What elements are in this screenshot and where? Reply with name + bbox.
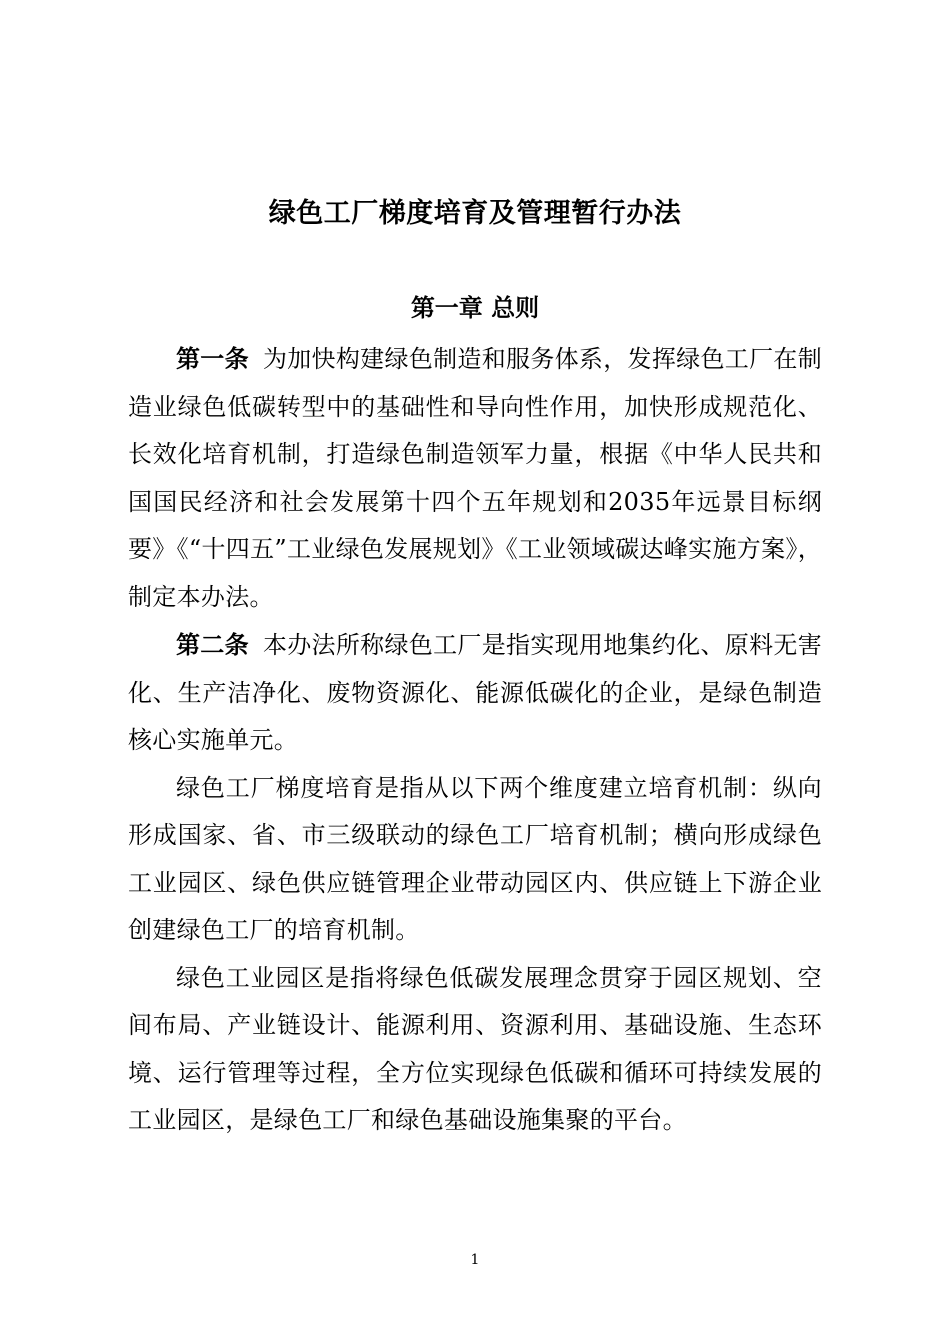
- page-number: 1: [470, 1252, 480, 1268]
- green-park-text: 绿色工业园区是指将绿色低碳发展理念贯穿于园区规划、空间布局、产业链设计、能源利用、资源利用、基础设施、生态环境、运行管理等过程，全方位实现绿色低碳和循环可持续发展的工业园区，是绿色工厂和绿色基础设施集聚的平台。: [128, 963, 822, 1134]
- article-2-paragraph: [128, 621, 822, 765]
- gradient-cultivation-text: 绿色工厂梯度培育是指从以下两个维度建立培育机制：纵向形成国家、省、市三级联动的绿色工厂培育机制；横向形成绿色工业园区、绿色供应链管理企业带动园区内、供应链上下游企业创建绿色工厂的培育机制。: [128, 773, 822, 944]
- gradient-cultivation-paragraph: [128, 765, 822, 955]
- article-1-text: 为加快构建绿色制造和服务体系，发挥绿色工厂在制造业绿色低碳转型中的基础性和导向性作用，加快形成规范化、长效化培育机制，打造绿色制造领军力量，根据《中华人民共和国国民经济和社会发展第十四个五年规划和2035年远景目标纲要》《“十四五”工业绿色发展规划》《工业领域碳达峰实施方案》，制定本办法。: [128, 345, 823, 611]
- article-2-text: 本办法所称绿色工厂是指实现用地集约化、原料无害化、生产洁净化、废物资源化、能源低碳化的企业，是绿色制造核心实施单元。: [128, 631, 823, 754]
- green-park-paragraph: [128, 955, 822, 1145]
- article-1-paragraph: [128, 335, 822, 621]
- article-1-label: 第一条: [176, 344, 249, 373]
- document-title: 绿色工厂梯度培育及管理暂行办法: [268, 198, 682, 229]
- document-body: [128, 335, 822, 1145]
- chapter-heading: 第一章 总则: [410, 293, 540, 322]
- article-2-label: 第二条: [176, 630, 249, 659]
